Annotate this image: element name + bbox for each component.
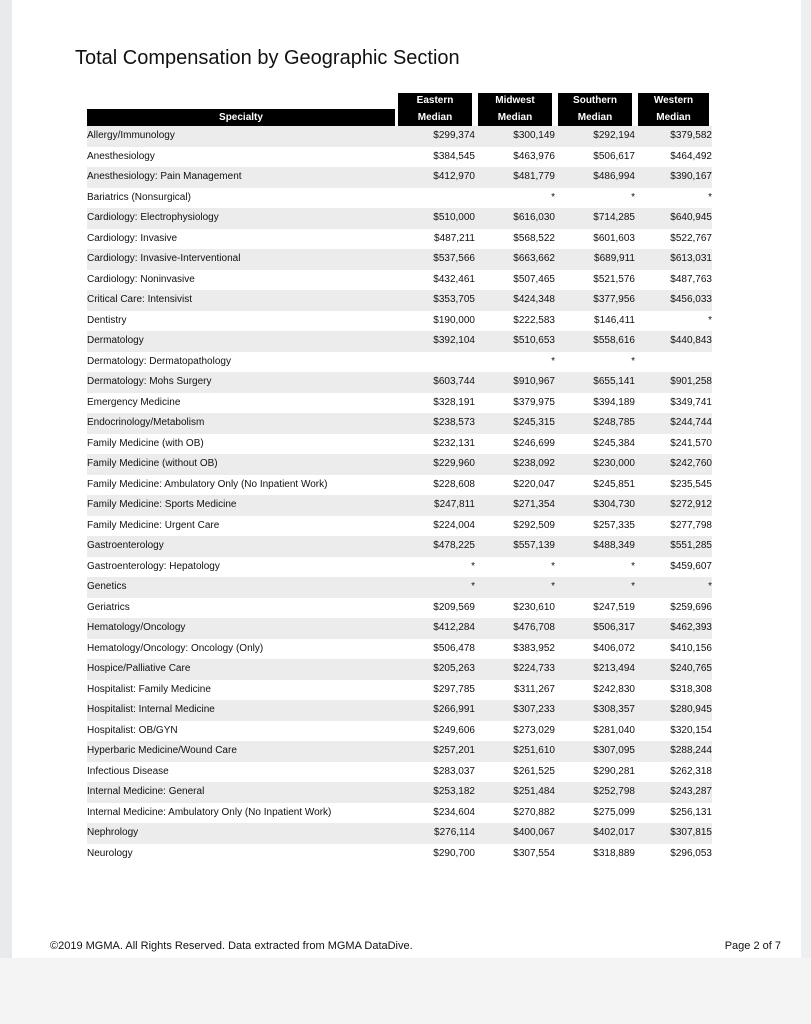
table-row <box>87 372 712 393</box>
median-cell-midwest: $568,522 <box>475 229 555 250</box>
median-cell-western: $262,318 <box>635 762 712 783</box>
median-cell-western: $240,765 <box>635 659 712 680</box>
median-header-midwest: Median <box>475 109 555 126</box>
median-cell-eastern: $228,608 <box>395 475 475 496</box>
median-cell-western: $456,033 <box>635 290 712 311</box>
median-cell-southern: $506,617 <box>555 147 635 168</box>
median-cell-southern: $281,040 <box>555 721 635 742</box>
specialty-cell: Dentistry <box>87 311 395 332</box>
specialty-cell: Family Medicine: Urgent Care <box>87 516 395 537</box>
median-cell-eastern: $205,263 <box>395 659 475 680</box>
median-cell-western: $280,945 <box>635 700 712 721</box>
median-cell-midwest: $663,662 <box>475 249 555 270</box>
median-cell-midwest: $251,610 <box>475 741 555 762</box>
median-cell-southern: $308,357 <box>555 700 635 721</box>
median-cell-eastern: $276,114 <box>395 823 475 844</box>
median-cell-western: $288,244 <box>635 741 712 762</box>
table-row <box>87 331 712 352</box>
table-row <box>87 311 712 332</box>
viewer-right-margin <box>801 0 811 1024</box>
median-cell-western: $390,167 <box>635 167 712 188</box>
median-cell-western: $277,798 <box>635 516 712 537</box>
median-cell-eastern: $297,785 <box>395 680 475 701</box>
median-cell-midwest: $261,525 <box>475 762 555 783</box>
table-row <box>87 639 712 660</box>
table-row <box>87 598 712 619</box>
median-cell-southern: $257,335 <box>555 516 635 537</box>
region-header-southern: Southern <box>555 90 635 109</box>
median-cell-western: $349,741 <box>635 393 712 414</box>
specialty-cell: Infectious Disease <box>87 762 395 783</box>
median-header-southern: Median <box>555 109 635 126</box>
specialty-cell: Hematology/Oncology: Oncology (Only) <box>87 639 395 660</box>
median-cell-southern: $245,851 <box>555 475 635 496</box>
median-cell-eastern: $190,000 <box>395 311 475 332</box>
region-header-midwest: Midwest <box>475 90 555 109</box>
specialty-cell: Genetics <box>87 577 395 598</box>
median-cell-eastern: $290,700 <box>395 844 475 865</box>
median-cell-western: $440,843 <box>635 331 712 352</box>
median-cell-midwest: $307,554 <box>475 844 555 865</box>
viewer-left-margin <box>0 0 12 1024</box>
median-cell-midwest: $400,067 <box>475 823 555 844</box>
median-cell-midwest: $510,653 <box>475 331 555 352</box>
median-cell-midwest: $271,354 <box>475 495 555 516</box>
median-cell-midwest: $273,029 <box>475 721 555 742</box>
median-cell-midwest: $311,267 <box>475 680 555 701</box>
median-cell-midwest: * <box>475 557 555 578</box>
specialty-cell: Hematology/Oncology <box>87 618 395 639</box>
specialty-cell: Hospice/Palliative Care <box>87 659 395 680</box>
median-cell-western: $551,285 <box>635 536 712 557</box>
median-cell-western: $410,156 <box>635 639 712 660</box>
table-row <box>87 659 712 680</box>
table-body <box>87 126 712 864</box>
median-cell-western: $640,945 <box>635 208 712 229</box>
median-cell-eastern <box>395 188 475 209</box>
specialty-cell: Family Medicine (with OB) <box>87 434 395 455</box>
table-row <box>87 618 712 639</box>
table-row <box>87 557 712 578</box>
median-cell-southern: $406,072 <box>555 639 635 660</box>
median-cell-eastern: $238,573 <box>395 413 475 434</box>
specialty-cell: Internal Medicine: General <box>87 782 395 803</box>
median-cell-western: $379,582 <box>635 126 712 147</box>
median-cell-southern: $488,349 <box>555 536 635 557</box>
median-cell-eastern: $229,960 <box>395 454 475 475</box>
specialty-cell: Hyperbaric Medicine/Wound Care <box>87 741 395 762</box>
median-cell-midwest: $481,779 <box>475 167 555 188</box>
specialty-cell: Cardiology: Electrophysiology <box>87 208 395 229</box>
table-row <box>87 803 712 824</box>
specialty-cell: Geriatrics <box>87 598 395 619</box>
median-cell-eastern: $209,569 <box>395 598 475 619</box>
table-row <box>87 393 712 414</box>
median-cell-southern: * <box>555 188 635 209</box>
specialty-cell: Anesthesiology <box>87 147 395 168</box>
specialty-cell: Critical Care: Intensivist <box>87 290 395 311</box>
median-cell-eastern: $328,191 <box>395 393 475 414</box>
median-cell-western: $259,696 <box>635 598 712 619</box>
region-header-western: Western <box>635 90 712 109</box>
median-cell-southern: $230,000 <box>555 454 635 475</box>
median-cell-western: $296,053 <box>635 844 712 865</box>
page-number: Page 2 of 7 <box>724 940 781 952</box>
median-cell-eastern: $234,604 <box>395 803 475 824</box>
median-cell-southern: $601,603 <box>555 229 635 250</box>
median-cell-eastern: $224,004 <box>395 516 475 537</box>
table-row <box>87 454 712 475</box>
median-cell-western: $487,763 <box>635 270 712 291</box>
median-cell-southern: $402,017 <box>555 823 635 844</box>
table-row <box>87 823 712 844</box>
compensation-table <box>87 90 712 864</box>
median-cell-midwest: $910,967 <box>475 372 555 393</box>
specialty-cell: Neurology <box>87 844 395 865</box>
median-cell-eastern: $603,744 <box>395 372 475 393</box>
median-cell-eastern: $249,606 <box>395 721 475 742</box>
median-cell-western <box>635 352 712 373</box>
median-cell-midwest: * <box>475 352 555 373</box>
specialty-cell: Cardiology: Invasive <box>87 229 395 250</box>
median-cell-southern: $689,911 <box>555 249 635 270</box>
table-row <box>87 352 712 373</box>
median-cell-southern: $146,411 <box>555 311 635 332</box>
median-cell-western: $613,031 <box>635 249 712 270</box>
median-cell-eastern: $487,211 <box>395 229 475 250</box>
median-cell-western: $242,760 <box>635 454 712 475</box>
median-cell-midwest: $292,509 <box>475 516 555 537</box>
median-cell-western: $241,570 <box>635 434 712 455</box>
median-cell-western: $320,154 <box>635 721 712 742</box>
median-cell-southern: $377,956 <box>555 290 635 311</box>
table-row <box>87 434 712 455</box>
median-cell-midwest: $230,610 <box>475 598 555 619</box>
median-cell-southern: $486,994 <box>555 167 635 188</box>
specialty-cell: Gastroenterology <box>87 536 395 557</box>
table-row <box>87 680 712 701</box>
table-row <box>87 721 712 742</box>
median-cell-eastern: $299,374 <box>395 126 475 147</box>
median-cell-eastern: $510,000 <box>395 208 475 229</box>
median-cell-southern: $506,317 <box>555 618 635 639</box>
median-cell-eastern: $232,131 <box>395 434 475 455</box>
median-cell-western: $256,131 <box>635 803 712 824</box>
specialty-cell: Hospitalist: Family Medicine <box>87 680 395 701</box>
median-cell-western: $243,287 <box>635 782 712 803</box>
median-cell-eastern: $247,811 <box>395 495 475 516</box>
median-cell-midwest: $424,348 <box>475 290 555 311</box>
median-cell-southern: $714,285 <box>555 208 635 229</box>
median-cell-eastern: $412,284 <box>395 618 475 639</box>
table-row <box>87 475 712 496</box>
table-row <box>87 577 712 598</box>
median-cell-eastern: $506,478 <box>395 639 475 660</box>
specialty-cell: Endocrinology/Metabolism <box>87 413 395 434</box>
median-cell-southern: $655,141 <box>555 372 635 393</box>
median-cell-southern: $558,616 <box>555 331 635 352</box>
median-cell-midwest: $476,708 <box>475 618 555 639</box>
median-cell-southern: $213,494 <box>555 659 635 680</box>
copyright-notice: ©2019 MGMA. All Rights Reserved. Data extracted from MGMA DataDive. <box>50 940 413 952</box>
median-cell-southern: $247,519 <box>555 598 635 619</box>
median-cell-midwest: $238,092 <box>475 454 555 475</box>
table-row <box>87 167 712 188</box>
median-cell-western: $272,912 <box>635 495 712 516</box>
specialty-cell: Gastroenterology: Hepatology <box>87 557 395 578</box>
median-cell-eastern: $253,182 <box>395 782 475 803</box>
median-cell-eastern: $266,991 <box>395 700 475 721</box>
median-cell-southern: $252,798 <box>555 782 635 803</box>
median-cell-midwest: $307,233 <box>475 700 555 721</box>
specialty-cell: Family Medicine (without OB) <box>87 454 395 475</box>
median-cell-southern: $307,095 <box>555 741 635 762</box>
specialty-cell: Family Medicine: Sports Medicine <box>87 495 395 516</box>
specialty-cell: Nephrology <box>87 823 395 844</box>
median-cell-eastern: $353,705 <box>395 290 475 311</box>
median-cell-midwest: * <box>475 188 555 209</box>
table-row <box>87 229 712 250</box>
median-cell-midwest: $220,047 <box>475 475 555 496</box>
specialty-cell: Dermatology: Mohs Surgery <box>87 372 395 393</box>
specialty-cell: Hospitalist: Internal Medicine <box>87 700 395 721</box>
median-cell-western: $235,545 <box>635 475 712 496</box>
table-row <box>87 700 712 721</box>
specialty-cell: Dermatology: Dermatopathology <box>87 352 395 373</box>
median-cell-midwest: $224,733 <box>475 659 555 680</box>
median-cell-eastern: $412,970 <box>395 167 475 188</box>
median-cell-southern: * <box>555 577 635 598</box>
table-row <box>87 290 712 311</box>
median-header-eastern: Median <box>395 109 475 126</box>
specialty-cell: Hospitalist: OB/GYN <box>87 721 395 742</box>
median-cell-western: $459,607 <box>635 557 712 578</box>
median-cell-southern: $318,889 <box>555 844 635 865</box>
table-row <box>87 188 712 209</box>
median-cell-western: $244,744 <box>635 413 712 434</box>
median-cell-midwest: $463,976 <box>475 147 555 168</box>
median-cell-eastern: $257,201 <box>395 741 475 762</box>
specialty-cell: Dermatology <box>87 331 395 352</box>
document-page <box>12 0 801 958</box>
table-row <box>87 536 712 557</box>
median-cell-midwest: $270,882 <box>475 803 555 824</box>
table-row <box>87 782 712 803</box>
median-cell-western: * <box>635 577 712 598</box>
median-cell-eastern: $392,104 <box>395 331 475 352</box>
median-cell-midwest: $245,315 <box>475 413 555 434</box>
median-cell-eastern: $283,037 <box>395 762 475 783</box>
specialty-cell: Family Medicine: Ambulatory Only (No Inpatient Work) <box>87 475 395 496</box>
median-cell-eastern: $384,545 <box>395 147 475 168</box>
table-row <box>87 413 712 434</box>
median-cell-western: $462,393 <box>635 618 712 639</box>
median-cell-eastern: $432,461 <box>395 270 475 291</box>
table-row <box>87 126 712 147</box>
table-row <box>87 208 712 229</box>
median-cell-eastern: * <box>395 577 475 598</box>
table-row <box>87 147 712 168</box>
median-cell-western: $901,258 <box>635 372 712 393</box>
table-row <box>87 495 712 516</box>
table-row <box>87 270 712 291</box>
median-cell-western: $522,767 <box>635 229 712 250</box>
median-cell-eastern <box>395 352 475 373</box>
median-cell-eastern: $478,225 <box>395 536 475 557</box>
median-cell-midwest: $616,030 <box>475 208 555 229</box>
specialty-cell: Internal Medicine: Ambulatory Only (No Inpatient Work) <box>87 803 395 824</box>
median-cell-midwest: $507,465 <box>475 270 555 291</box>
median-cell-southern: $304,730 <box>555 495 635 516</box>
median-header-western: Median <box>635 109 712 126</box>
viewer-bottom-margin <box>0 958 811 1024</box>
table-row <box>87 844 712 865</box>
specialty-cell: Anesthesiology: Pain Management <box>87 167 395 188</box>
median-cell-western: $464,492 <box>635 147 712 168</box>
median-cell-midwest: $222,583 <box>475 311 555 332</box>
median-cell-midwest: * <box>475 577 555 598</box>
specialty-cell: Cardiology: Invasive-Interventional <box>87 249 395 270</box>
median-cell-southern: $275,099 <box>555 803 635 824</box>
region-header-spacer <box>87 90 395 109</box>
median-cell-eastern: $537,566 <box>395 249 475 270</box>
table-row <box>87 741 712 762</box>
specialty-column-header: Specialty <box>87 109 395 126</box>
median-cell-eastern: * <box>395 557 475 578</box>
median-cell-western: $318,308 <box>635 680 712 701</box>
specialty-cell: Cardiology: Noninvasive <box>87 270 395 291</box>
page-title: Total Compensation by Geographic Section <box>75 47 460 69</box>
table-row <box>87 249 712 270</box>
median-cell-southern: $245,384 <box>555 434 635 455</box>
median-cell-midwest: $251,484 <box>475 782 555 803</box>
median-cell-midwest: $383,952 <box>475 639 555 660</box>
specialty-cell: Allergy/Immunology <box>87 126 395 147</box>
median-cell-western: * <box>635 188 712 209</box>
median-cell-southern: $521,576 <box>555 270 635 291</box>
median-cell-midwest: $246,699 <box>475 434 555 455</box>
median-cell-southern: $292,194 <box>555 126 635 147</box>
table-row <box>87 516 712 537</box>
specialty-cell: Bariatrics (Nonsurgical) <box>87 188 395 209</box>
median-cell-southern: * <box>555 557 635 578</box>
median-cell-southern: $242,830 <box>555 680 635 701</box>
median-cell-southern: * <box>555 352 635 373</box>
median-cell-western: * <box>635 311 712 332</box>
specialty-cell: Emergency Medicine <box>87 393 395 414</box>
median-cell-midwest: $300,149 <box>475 126 555 147</box>
median-cell-western: $307,815 <box>635 823 712 844</box>
median-cell-southern: $394,189 <box>555 393 635 414</box>
median-cell-southern: $248,785 <box>555 413 635 434</box>
median-cell-midwest: $379,975 <box>475 393 555 414</box>
median-cell-southern: $290,281 <box>555 762 635 783</box>
median-cell-midwest: $557,139 <box>475 536 555 557</box>
region-header-eastern: Eastern <box>395 90 475 109</box>
table-row <box>87 762 712 783</box>
